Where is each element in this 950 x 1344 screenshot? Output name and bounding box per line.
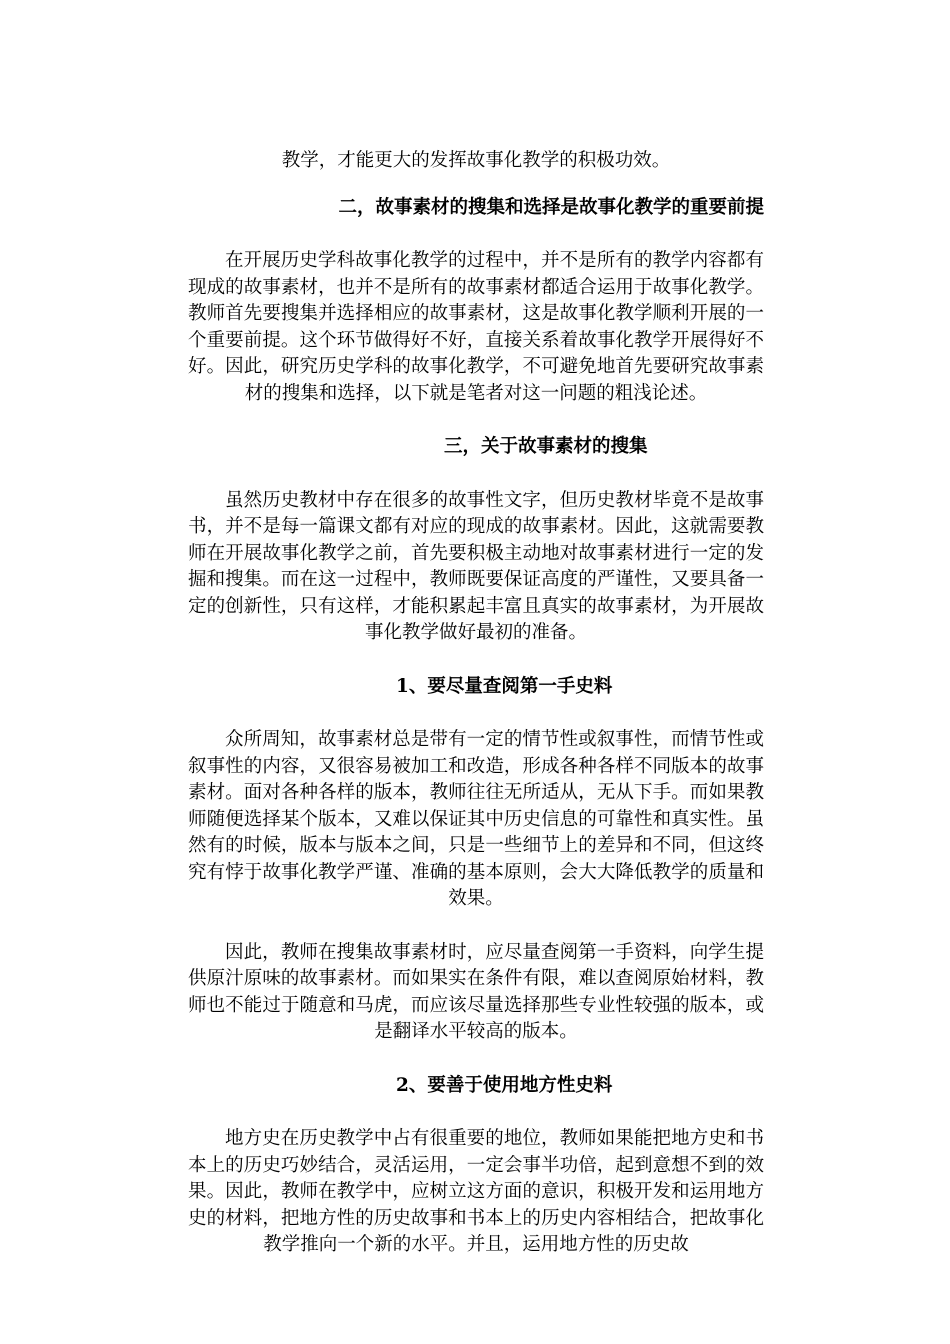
document-page bbox=[188, 148, 764, 1259]
section-heading-2: 二，故事素材的搜集和选择是故事化教学的重要前提 bbox=[338, 196, 764, 218]
paragraph-therefore: 因此，教师在搜集故事素材时，应尽量查阅第一手资料，向学生提供原汁原味的故事素材。而如果实在条件有限，难以查阅原始材料，教师也不能过于随意和马虎，而应该尽量选择那些专业性较强的版本，或是翻译水平较高的版本。 bbox=[188, 941, 764, 1042]
subheading-1: 1、要尽量查阅第一手史料 bbox=[396, 675, 613, 697]
paragraph-continuation: 教学，才能更大的发挥故事化教学的积极功效。 bbox=[281, 150, 671, 171]
paragraph-local-history: 地方史在历史教学中占有很重要的地位，教师如果能把地方史和书本上的历史巧妙结合，灵活运用，一定会事半功倍，起到意想不到的效果。因此，教师在教学中，应树立这方面的意识，积极开发和运用地方史的材料，把地方性的历史故事和书本上的历史内容相结合，把故事化教学推向一个新的水平。并且，运用地方性的历史故 bbox=[188, 1128, 764, 1255]
paragraph-story-prerequisite: 在开展历史学科故事化教学的过程中，并不是所有的教学内容都有现成的故事素材，也并不是所有的故事素材都适合运用于故事化教学。教师首先要搜集并选择相应的故事素材，这是故事化教学顺利开展的一个重要前提。这个环节做得好不好，直接关系着故事化教学开展得好不好。因此，研究历史学科的故事化教学，不可避免地首先要研究故事素材的搜集和选择，以下就是笔者对这一问题的粗浅论述。 bbox=[188, 250, 764, 404]
subheading-2: 2、要善于使用地方性史料 bbox=[396, 1074, 613, 1096]
section-heading-3: 三，关于故事素材的搜集 bbox=[444, 436, 648, 457]
paragraph-collection: 虽然历史教材中存在很多的故事性文字，但历史教材毕竟不是故事书，并不是每一篇课文都有对应的现成的故事素材。因此，这就需要教师在开展故事化教学之前，首先要积极主动地对故事素材进行一定的发掘和搜集。而在这一过程中，教师既要保证高度的严谨性，又要具备一定的创新性，只有这样，才能积累起丰富且真实的故事素材，为开展故事化教学做好最初的准备。 bbox=[188, 489, 764, 643]
paragraph-first-hand: 众所周知，故事素材总是带有一定的情节性或叙事性，而情节性或叙事性的内容，又很容易被加工和改造，形成各种各样不同版本的故事素材。面对各种各样的版本，教师往往无所适从，无从下手。而如果教师随便选择某个版本，又难以保证其中历史信息的可靠性和真实性。虽然有的时候，版本与版本之间，只是一些细节上的差异和不同，但这终究有悖于故事化教学严谨、准确的基本原则，会大大降低教学的质量和效果。 bbox=[188, 729, 764, 909]
